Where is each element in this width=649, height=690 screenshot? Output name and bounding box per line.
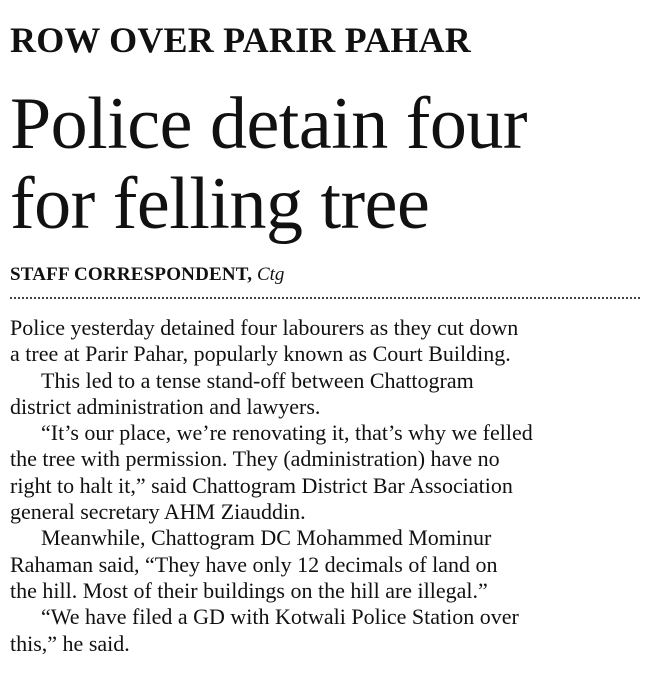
article-body [10, 315, 649, 657]
text-line: Meanwhile, Chattogram DC Mohammed Mominur [41, 525, 492, 551]
dotted-divider [10, 297, 640, 299]
body-paragraph [10, 525, 649, 604]
body-paragraph [10, 315, 649, 368]
text-line: right to halt it,” said Chattogram District Bar Association [10, 472, 513, 498]
byline [10, 263, 284, 287]
byline-location: Ctg [256, 264, 285, 285]
article-kicker: ROW OVER PARIR PAHAR [10, 20, 471, 60]
text-line: “It’s our place, we’re renovating it, that’s why we felled [41, 420, 533, 446]
text-line: the tree with permission. They (administration) have no [10, 446, 500, 472]
headline-line: Police detain four [10, 83, 528, 165]
text-line: district administration and lawyers. [10, 393, 321, 419]
text-line: “We have filed a GD with Kotwali Police Station over [41, 604, 519, 630]
byline-author: STAFF CORRESPONDENT, [10, 264, 253, 285]
body-paragraph [10, 420, 649, 525]
headline-line: for felling tree [10, 163, 430, 245]
article-headline [10, 84, 527, 244]
body-paragraph [10, 604, 649, 657]
text-line: This led to a tense stand-off between Chattogram [41, 367, 474, 393]
text-line: a tree at Parir Pahar, popularly known as Court Building. [10, 341, 511, 367]
text-line: Police yesterday detained four labourers as they cut down [10, 315, 519, 340]
news-article [10, 0, 642, 690]
text-line: general secretary AHM Ziauddin. [10, 499, 306, 525]
body-paragraph [10, 368, 649, 421]
text-line: the hill. Most of their buildings on the hill are illegal.” [10, 577, 488, 603]
text-line: Rahaman said, “They have only 12 decimals of land on [10, 551, 498, 577]
text-line: this,” he said. [10, 630, 130, 656]
